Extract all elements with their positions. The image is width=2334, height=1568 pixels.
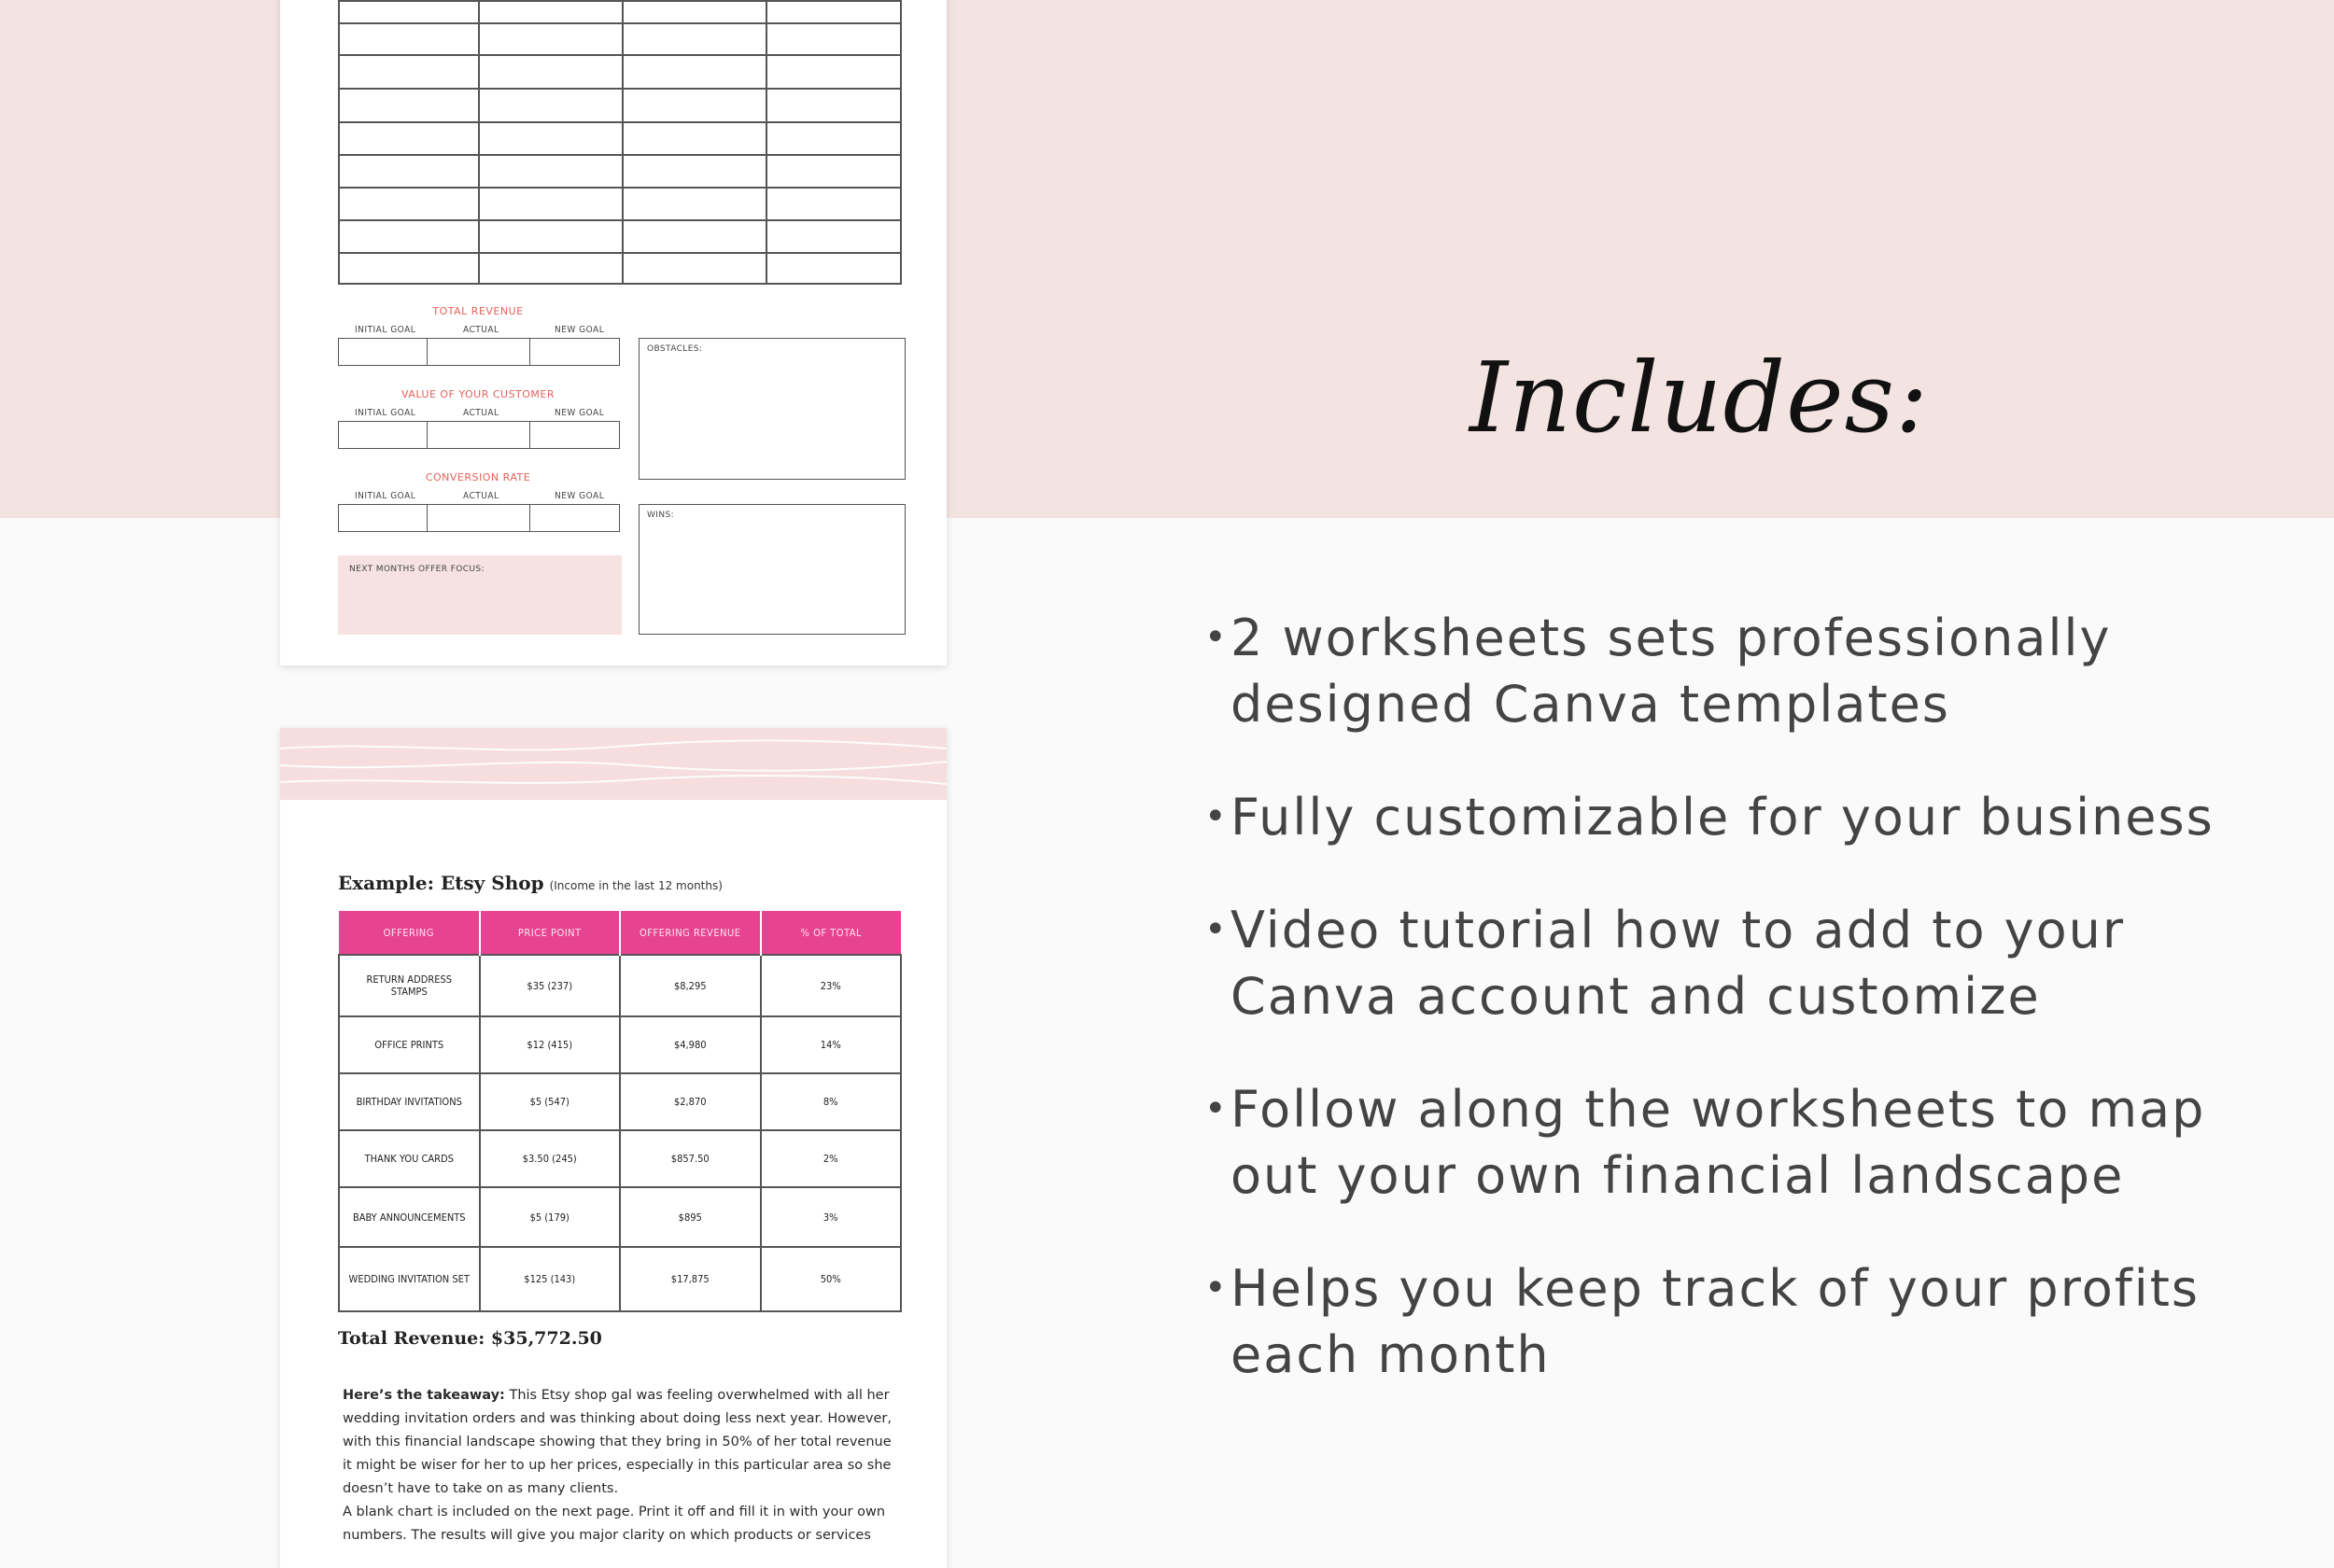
example-subtitle: (Income in the last 12 months) [549,879,723,892]
cell-price: $12 (415) [480,1016,621,1073]
takeaway-body-2: A blank chart is included on the next page. Print it off and fill it in with your own numbers. The results will give you major clarity on which products or services [343,1505,886,1543]
header-offering: OFFERING [339,911,480,955]
example-title [338,872,723,894]
feature-list [1204,605,2278,1435]
cell-revenue: $2,870 [620,1073,761,1130]
takeaway-paragraph [343,1384,903,1547]
feature-item: • Fully customizable for your business [1204,784,2278,850]
cell-revenue: $17,875 [620,1247,761,1311]
cell-price: $5 (179) [480,1187,621,1247]
cell-percent: 50% [761,1247,902,1311]
obstacles-box[interactable] [639,338,906,480]
goal-row[interactable] [338,421,620,449]
cell-offering: OFFICE PRINTS [339,1016,480,1073]
example-page [280,728,947,1568]
col-label: ACTUAL [463,408,499,418]
table-row [339,955,901,1016]
col-label: NEW GOAL [555,325,605,335]
cell-revenue: $8,295 [620,955,761,1016]
feature-item: • Helps you keep track of your profits each month [1204,1255,2278,1388]
cell-offering: THANK YOU CARDS [339,1130,480,1187]
col-label: INITIAL GOAL [355,325,416,335]
goal-row[interactable] [338,338,620,366]
wave-header-band [280,728,947,800]
cell-offering: BABY ANNOUNCEMENTS [339,1187,480,1247]
obstacles-label: OBSTACLES: [647,344,703,354]
header-percent-total: % OF TOTAL [761,911,902,955]
cell-offering: WEDDING INVITATION SET [339,1247,480,1311]
cell-revenue: $895 [620,1187,761,1247]
total-revenue: Total Revenue: $35,772.50 [338,1328,602,1349]
feature-item: • 2 worksheets sets professionally designed Canva templates [1204,605,2278,737]
cell-percent: 3% [761,1187,902,1247]
col-label: NEW GOAL [555,491,605,501]
col-label: ACTUAL [463,325,499,335]
col-label: ACTUAL [463,491,499,501]
section-title-customer-value: VALUE OF YOUR CUSTOMER [401,388,555,400]
header-price-point: PRICE POINT [480,911,621,955]
goal-row[interactable] [338,504,620,532]
table-row [339,1016,901,1073]
table-row [339,1187,901,1247]
cell-price: $125 (143) [480,1247,621,1311]
cell-revenue: $4,980 [620,1016,761,1073]
cell-offering: BIRTHDAY INVITATIONS [339,1073,480,1130]
blank-offering-grid [338,0,902,285]
header-offering-revenue: OFFERING REVENUE [620,911,761,955]
example-title-text: Example: Etsy Shop [338,872,544,894]
includes-heading: Includes: [1469,341,1930,455]
offer-focus-box[interactable] [338,555,622,635]
col-label: NEW GOAL [555,408,605,418]
offer-focus-label: NEXT MONTHS OFFER FOCUS: [349,565,485,574]
feature-item: • Follow along the worksheets to map out your own financial landscape [1204,1076,2278,1209]
takeaway-body: This Etsy shop gal was feeling overwhelmed with all her wedding invitation orders and was thinking about doing less next year. However, with this financial landscape showing that they bring in 50% of her total revenue it might be wiser for her to up her prices, especially in this particular area so she doesn’t have to take on as many clients. [343,1388,892,1496]
wins-box[interactable] [639,504,906,635]
wins-label: WINS: [647,511,675,520]
table-header-row [339,911,901,955]
col-label: INITIAL GOAL [355,491,416,501]
worksheet-page-top [280,0,947,665]
section-title-total-revenue: TOTAL REVENUE [432,305,524,317]
table-row [339,1073,901,1130]
table-row [339,1130,901,1187]
cell-price: $3.50 (245) [480,1130,621,1187]
feature-item: • Video tutorial how to add to your Canva account and customize [1204,897,2278,1029]
section-title-conversion-rate: CONVERSION RATE [425,471,531,483]
col-label: INITIAL GOAL [355,408,416,418]
cell-offering: RETURN ADDRESS STAMPS [339,955,480,1016]
cell-percent: 2% [761,1130,902,1187]
example-offering-table [338,911,902,1312]
cell-percent: 23% [761,955,902,1016]
cell-revenue: $857.50 [620,1130,761,1187]
cell-percent: 14% [761,1016,902,1073]
table-row [339,1247,901,1311]
cell-price: $35 (237) [480,955,621,1016]
cell-percent: 8% [761,1073,902,1130]
takeaway-lead: Here’s the takeaway: [343,1388,505,1403]
wave-lines-decoration [280,728,947,800]
cell-price: $5 (547) [480,1073,621,1130]
